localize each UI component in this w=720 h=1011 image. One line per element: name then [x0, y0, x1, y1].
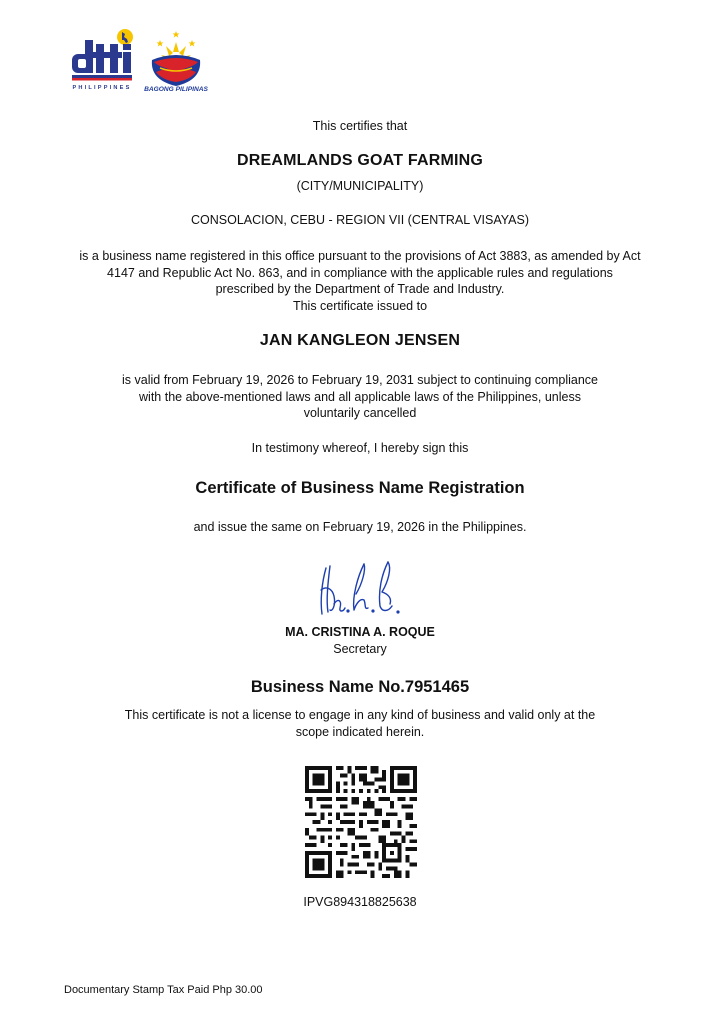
dti-logo [70, 28, 136, 92]
intro-text: This certifies that [312, 119, 408, 133]
validity-line: with the above-mentioned laws and all applicable laws of the Philippines, unless [139, 389, 581, 404]
svg-text:PHILIPPINES: PHILIPPINES [72, 85, 132, 91]
legal-line: This certificate issued to [292, 298, 428, 313]
qr-code [305, 766, 417, 878]
certificate-title: Certificate of Business Name Registration [195, 479, 525, 497]
business-location: CONSOLACION, CEBU - REGION VII (CENTRAL VISAYAS) [190, 213, 530, 227]
business-name-number: Business Name No.7951465 [250, 678, 470, 696]
owner-name: JAN KANGLEON JENSEN [259, 332, 461, 349]
testimony-text: In testimony whereof, I hereby sign this [251, 441, 469, 455]
disclaimer-line: This certificate is not a license to engage in any kind of business and valid only at the [124, 708, 596, 722]
business-name: DREAMLANDS GOAT FARMING [236, 152, 484, 169]
validity-line: is valid from February 19, 2026 to February 19, 2031 subject to continuing compliance [122, 373, 598, 387]
svg-text:BAGONG PILIPINAS: BAGONG PILIPINAS [144, 86, 208, 92]
qr-code-id: IPVG894318825638 [303, 895, 417, 909]
issue-date-text: and issue the same on February 19, 2026 in the Philippines. [193, 520, 527, 534]
disclaimer-line: scope indicated herein. [295, 724, 425, 739]
bagong-pilipinas-logo [142, 28, 210, 92]
header-logos [70, 28, 210, 94]
legal-line: prescribed by the Department of Trade and Industry. [215, 282, 505, 296]
validity-line: voluntarily cancelled [303, 406, 417, 420]
signatory-position: Secretary [333, 642, 387, 656]
signature-image [312, 560, 412, 620]
legal-line: is a business name registered in this office pursuant to the provisions of Act 3883, as amended by Act [79, 249, 641, 263]
stamp-tax-note: Documentary Stamp Tax Paid Php 30.00 [64, 984, 263, 996]
validity-paragraph [0, 372, 720, 422]
scope-label: (CITY/MUNICIPALITY) [296, 179, 424, 193]
legal-paragraph [0, 248, 720, 314]
signatory-name: MA. CRISTINA A. ROQUE [285, 625, 435, 639]
disclaimer [0, 707, 720, 740]
legal-line: 4147 and Republic Act No. 863, and in compliance with the applicable rules and regulations [107, 265, 613, 280]
